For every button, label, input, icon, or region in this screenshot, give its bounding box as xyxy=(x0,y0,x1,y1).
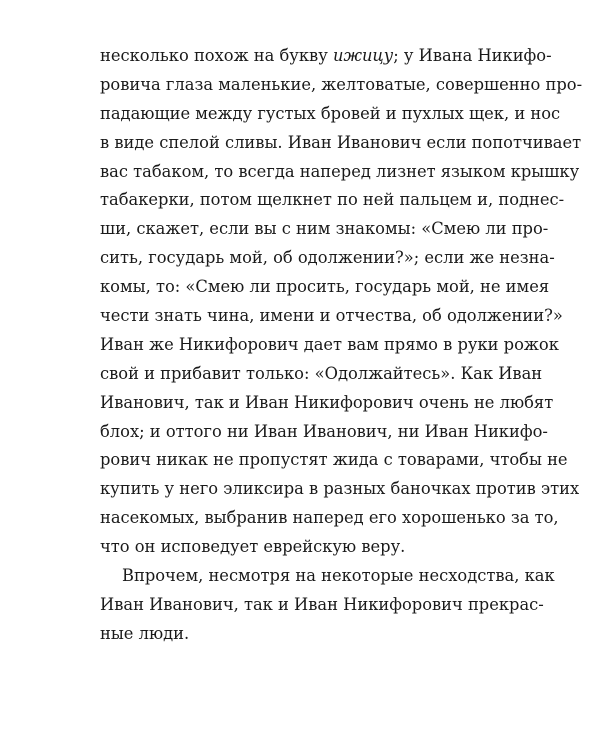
text-segment: в виде спелой сливы. Иван Иванович если попотчивает xyxy=(100,132,582,152)
text-segment: ; у Ивана Никифо- xyxy=(393,46,552,65)
text-line xyxy=(100,100,561,129)
text-segment: ровича глаза маленькие, желтоватые, совершенно про- xyxy=(100,74,583,94)
text-segment: табакерки, потом щелкнет по ней пальцем и, поднес- xyxy=(100,190,565,210)
text-segment: сить, государь мой, об одолжении?»; если же незна- xyxy=(100,248,555,268)
text-line xyxy=(100,186,565,215)
text-line xyxy=(100,215,549,244)
text-line xyxy=(100,620,500,649)
text-line xyxy=(100,591,544,620)
text-segment: насекомых, выбранив наперед его хорошенько за то, xyxy=(100,508,559,528)
text-segment: блох; и оттого ни Иван Иванович, ни Иван Никифо- xyxy=(100,421,548,441)
text-segment: купить у него эликсира в разных баночках против этих xyxy=(100,479,580,499)
text-line xyxy=(100,360,543,389)
paragraph xyxy=(100,42,583,562)
text-line xyxy=(100,418,548,447)
text-line xyxy=(100,273,550,302)
text-line xyxy=(100,244,555,273)
text-segment: рович никак не пропустят жида с товарами, чтобы не xyxy=(100,450,568,470)
text-segment: комы, то: «Смею ли просить, государь мой, не имея xyxy=(100,277,550,297)
italic-word: ижицу xyxy=(332,46,394,65)
text-line xyxy=(100,446,568,475)
text-segment: что он исповедует еврейскую веру. xyxy=(100,537,406,557)
text-segment: падающие между густых бровей и пухлых щек, и нос xyxy=(100,103,561,123)
text-line xyxy=(100,302,563,331)
text-line xyxy=(100,129,582,158)
text-line xyxy=(100,533,500,562)
text-line xyxy=(100,71,583,100)
text-line xyxy=(100,562,555,591)
body-text xyxy=(100,42,583,649)
text-segment: Иван Иванович, так и Иван Никифорович прекрас- xyxy=(100,594,544,614)
text-line xyxy=(100,42,552,71)
text-segment: чести знать чина, имени и отчества, об одолжении?» xyxy=(100,306,563,326)
text-segment: ные люди. xyxy=(100,623,190,643)
text-segment: ши, скажет, если вы с ним знакомы: «Смею ли про- xyxy=(100,219,549,239)
text-line xyxy=(100,331,559,360)
text-line xyxy=(100,475,580,504)
text-line xyxy=(100,504,559,533)
text-segment: Иванович, так и Иван Никифорович очень не любят xyxy=(100,392,554,412)
text-segment: Иван же Никифорович дает вам прямо в руки рожок xyxy=(100,334,559,354)
paragraph xyxy=(100,562,555,649)
text-line xyxy=(100,158,580,187)
text-segment: Впрочем, несмотря на некоторые несходства, как xyxy=(122,566,555,586)
text-segment: вас табаком, то всегда наперед лизнет языком крышку xyxy=(100,161,580,181)
text-line xyxy=(100,389,554,418)
text-segment: свой и прибавит только: «Одолжайтесь». Как Иван xyxy=(100,363,543,383)
text-segment: несколько похож на букву xyxy=(100,46,333,65)
